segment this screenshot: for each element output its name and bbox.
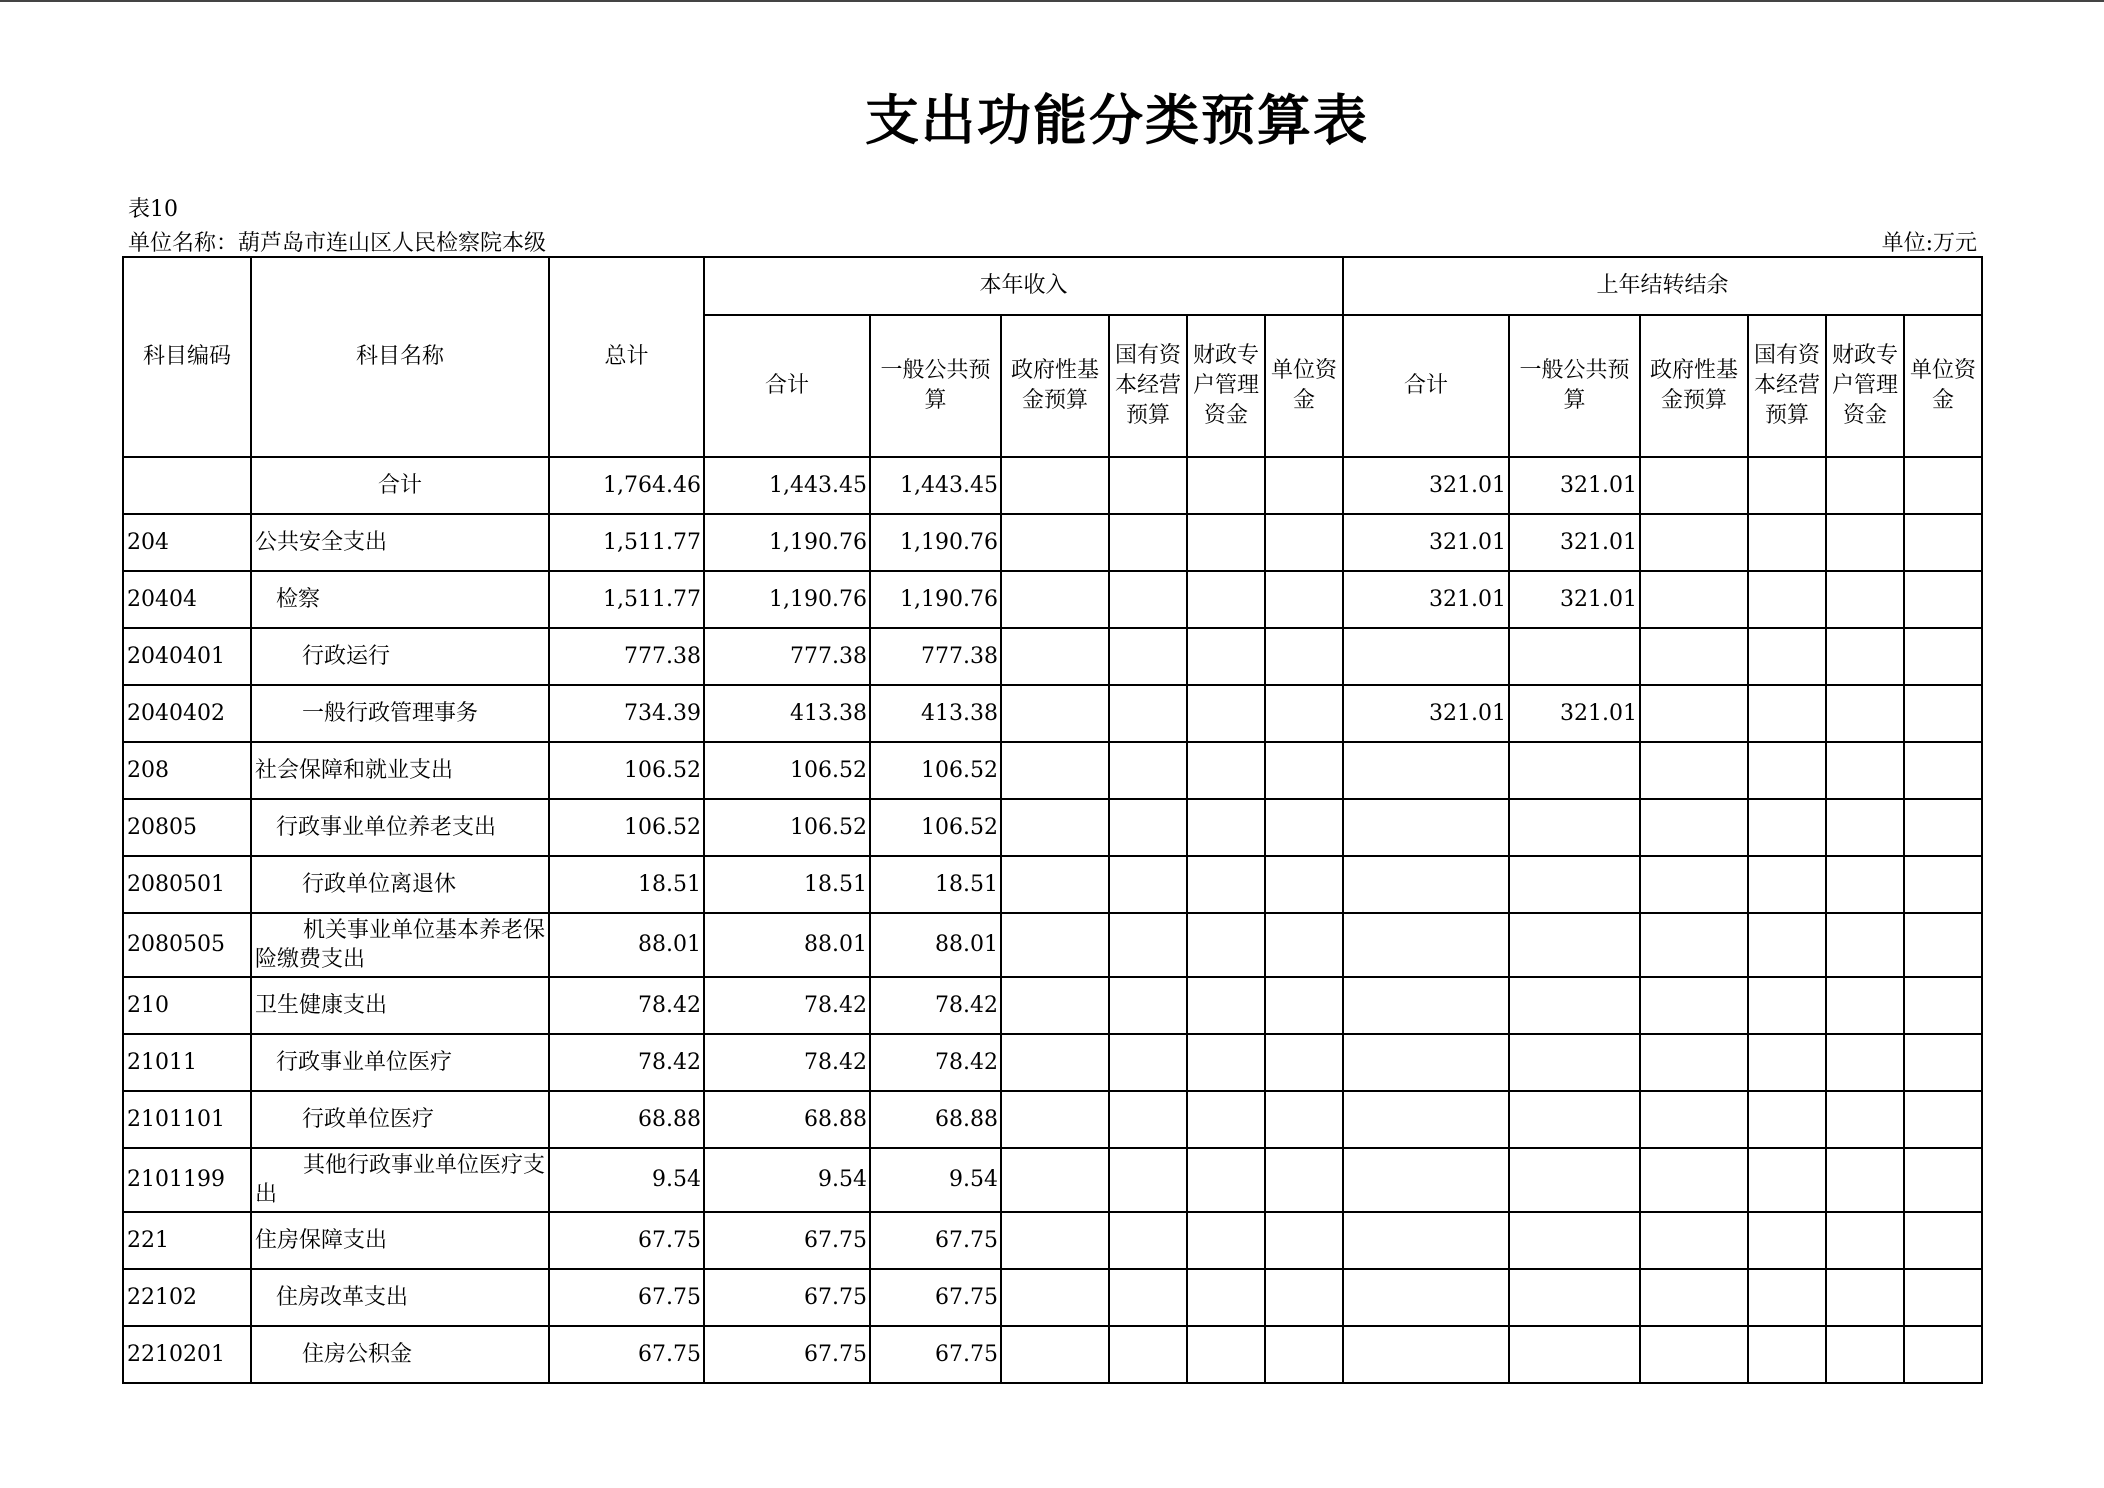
row-last-state-capital (1748, 1326, 1826, 1383)
table-row (123, 1148, 1982, 1212)
row-current-fund (1001, 913, 1109, 977)
row-last-general (1509, 913, 1640, 977)
row-last-unit-funds (1904, 628, 1982, 685)
row-name: 社会保障和就业支出 (251, 742, 549, 799)
row-code: 2040402 (123, 685, 251, 742)
row-last-sum (1343, 1034, 1509, 1091)
row-current-general: 67.75 (870, 1212, 1001, 1269)
row-last-fund (1640, 1148, 1748, 1212)
row-current-sum: 67.75 (704, 1326, 870, 1383)
row-current-sum: 78.42 (704, 977, 870, 1034)
row-current-state-capital (1109, 977, 1187, 1034)
row-last-fund (1640, 571, 1748, 628)
row-current-general: 1,190.76 (870, 571, 1001, 628)
row-current-special-account (1187, 799, 1265, 856)
row-current-state-capital (1109, 685, 1187, 742)
row-last-unit-funds (1904, 913, 1982, 977)
row-name: 公共安全支出 (251, 514, 549, 571)
row-current-sum: 777.38 (704, 628, 870, 685)
header-last-fund: 政府性基金预算 (1640, 315, 1748, 457)
unit-name: 单位名称：葫芦岛市连山区人民检察院本级 (128, 231, 547, 256)
row-current-fund (1001, 685, 1109, 742)
row-current-unit-funds (1265, 856, 1343, 913)
row-current-fund (1001, 977, 1109, 1034)
row-last-state-capital (1748, 742, 1826, 799)
table-row (123, 1269, 1982, 1326)
row-last-special-account (1826, 799, 1904, 856)
row-last-special-account (1826, 913, 1904, 977)
row-code: 2101199 (123, 1148, 251, 1212)
row-last-general (1509, 977, 1640, 1034)
row-code: 204 (123, 514, 251, 571)
row-total: 67.75 (549, 1269, 704, 1326)
row-name: 行政运行 (251, 628, 549, 685)
row-last-unit-funds (1904, 856, 1982, 913)
table-row (123, 799, 1982, 856)
row-last-sum: 321.01 (1343, 685, 1509, 742)
row-current-special-account (1187, 628, 1265, 685)
row-last-fund (1640, 799, 1748, 856)
row-last-state-capital (1748, 977, 1826, 1034)
row-last-state-capital (1748, 685, 1826, 742)
header-last-state-capital: 国有资本经营预算 (1748, 315, 1826, 457)
row-last-sum (1343, 742, 1509, 799)
row-current-unit-funds (1265, 514, 1343, 571)
row-last-special-account (1826, 1034, 1904, 1091)
row-total: 106.52 (549, 742, 704, 799)
row-current-unit-funds (1265, 799, 1343, 856)
row-last-sum (1343, 977, 1509, 1034)
row-code: 21011 (123, 1034, 251, 1091)
row-last-special-account (1826, 685, 1904, 742)
row-name: 其他行政事业单位医疗支出 (251, 1148, 549, 1212)
row-last-fund (1640, 913, 1748, 977)
row-name: 机关事业单位基本养老保险缴费支出 (251, 913, 549, 977)
row-name: 行政事业单位养老支出 (251, 799, 549, 856)
row-code: 2101101 (123, 1091, 251, 1148)
row-current-state-capital (1109, 856, 1187, 913)
row-last-state-capital (1748, 1034, 1826, 1091)
row-current-state-capital (1109, 1212, 1187, 1269)
row-total: 1,764.46 (549, 457, 704, 514)
row-current-state-capital (1109, 913, 1187, 977)
row-last-sum (1343, 913, 1509, 977)
row-last-unit-funds (1904, 457, 1982, 514)
row-name: 行政单位医疗 (251, 1091, 549, 1148)
header-current-year: 本年收入 (704, 257, 1343, 315)
row-code: 2040401 (123, 628, 251, 685)
row-current-sum: 88.01 (704, 913, 870, 977)
row-name: 一般行政管理事务 (251, 685, 549, 742)
row-last-special-account (1826, 1148, 1904, 1212)
row-current-state-capital (1109, 1326, 1187, 1383)
row-last-sum (1343, 1269, 1509, 1326)
row-current-fund (1001, 856, 1109, 913)
row-last-fund (1640, 742, 1748, 799)
row-last-general (1509, 742, 1640, 799)
row-current-state-capital (1109, 1091, 1187, 1148)
row-current-unit-funds (1265, 685, 1343, 742)
row-last-general (1509, 1326, 1640, 1383)
row-total: 1,511.77 (549, 571, 704, 628)
row-last-general: 321.01 (1509, 457, 1640, 514)
row-current-general: 1,443.45 (870, 457, 1001, 514)
header-current-state-capital: 国有资本经营预算 (1109, 315, 1187, 457)
row-last-state-capital (1748, 913, 1826, 977)
row-current-special-account (1187, 514, 1265, 571)
row-current-special-account (1187, 913, 1265, 977)
row-current-fund (1001, 799, 1109, 856)
row-current-state-capital (1109, 742, 1187, 799)
row-current-sum: 1,190.76 (704, 571, 870, 628)
row-current-general: 68.88 (870, 1091, 1001, 1148)
header-last-special-account: 财政专户管理资金 (1826, 315, 1904, 457)
row-code: 210 (123, 977, 251, 1034)
row-last-general: 321.01 (1509, 571, 1640, 628)
row-last-unit-funds (1904, 977, 1982, 1034)
row-name: 住房保障支出 (251, 1212, 549, 1269)
row-last-state-capital (1748, 1212, 1826, 1269)
row-last-special-account (1826, 856, 1904, 913)
row-current-fund (1001, 457, 1109, 514)
row-code: 20404 (123, 571, 251, 628)
header-code: 科目编码 (123, 257, 251, 457)
row-current-special-account (1187, 856, 1265, 913)
row-last-general: 321.01 (1509, 514, 1640, 571)
row-last-general (1509, 1148, 1640, 1212)
row-current-general: 413.38 (870, 685, 1001, 742)
row-total: 18.51 (549, 856, 704, 913)
row-last-general (1509, 1091, 1640, 1148)
row-current-general: 18.51 (870, 856, 1001, 913)
row-last-special-account (1826, 457, 1904, 514)
row-last-fund (1640, 628, 1748, 685)
row-last-sum: 321.01 (1343, 457, 1509, 514)
table-row (123, 1034, 1982, 1091)
table-header (123, 257, 1982, 457)
row-current-sum: 413.38 (704, 685, 870, 742)
row-current-special-account (1187, 977, 1265, 1034)
header-current-general: 一般公共预算 (870, 315, 1001, 457)
row-current-fund (1001, 571, 1109, 628)
row-name: 行政单位离退休 (251, 856, 549, 913)
header-current-sum: 合计 (704, 315, 870, 457)
header-last-year: 上年结转结余 (1343, 257, 1982, 315)
row-current-fund (1001, 1212, 1109, 1269)
row-current-general: 106.52 (870, 799, 1001, 856)
table-row (123, 514, 1982, 571)
header-total: 总计 (549, 257, 704, 457)
row-current-fund (1001, 514, 1109, 571)
row-last-unit-funds (1904, 742, 1982, 799)
row-current-sum: 67.75 (704, 1269, 870, 1326)
header-name: 科目名称 (251, 257, 549, 457)
row-last-special-account (1826, 1326, 1904, 1383)
row-last-state-capital (1748, 628, 1826, 685)
row-current-sum: 106.52 (704, 799, 870, 856)
page-title: 支出功能分类预算表 (865, 88, 1369, 152)
row-current-unit-funds (1265, 1326, 1343, 1383)
row-last-special-account (1826, 514, 1904, 571)
row-current-special-account (1187, 571, 1265, 628)
table-row (123, 1091, 1982, 1148)
row-last-unit-funds (1904, 1269, 1982, 1326)
row-last-special-account (1826, 571, 1904, 628)
row-current-unit-funds (1265, 1034, 1343, 1091)
row-last-general (1509, 1034, 1640, 1091)
row-current-unit-funds (1265, 571, 1343, 628)
row-current-state-capital (1109, 571, 1187, 628)
row-current-sum: 106.52 (704, 742, 870, 799)
row-current-sum: 78.42 (704, 1034, 870, 1091)
row-current-unit-funds (1265, 457, 1343, 514)
row-total: 67.75 (549, 1212, 704, 1269)
row-current-special-account (1187, 742, 1265, 799)
row-current-general: 78.42 (870, 977, 1001, 1034)
row-code: 221 (123, 1212, 251, 1269)
row-current-special-account (1187, 1326, 1265, 1383)
row-total: 106.52 (549, 799, 704, 856)
table-row (123, 977, 1982, 1034)
row-current-special-account (1187, 1269, 1265, 1326)
row-code: 2080501 (123, 856, 251, 913)
row-code: 20805 (123, 799, 251, 856)
row-total: 68.88 (549, 1091, 704, 1148)
header-current-special-account: 财政专户管理资金 (1187, 315, 1265, 457)
row-last-sum (1343, 628, 1509, 685)
table-body (123, 457, 1982, 1383)
row-current-general: 78.42 (870, 1034, 1001, 1091)
row-last-state-capital (1748, 856, 1826, 913)
row-last-fund (1640, 685, 1748, 742)
row-total: 734.39 (549, 685, 704, 742)
row-current-fund (1001, 1034, 1109, 1091)
row-current-state-capital (1109, 628, 1187, 685)
row-last-unit-funds (1904, 1148, 1982, 1212)
row-current-state-capital (1109, 799, 1187, 856)
row-last-sum (1343, 856, 1509, 913)
table-row (123, 856, 1982, 913)
row-current-general: 67.75 (870, 1269, 1001, 1326)
row-current-unit-funds (1265, 1091, 1343, 1148)
row-last-unit-funds (1904, 799, 1982, 856)
row-current-sum: 1,190.76 (704, 514, 870, 571)
row-last-sum: 321.01 (1343, 514, 1509, 571)
row-last-fund (1640, 1034, 1748, 1091)
row-last-state-capital (1748, 799, 1826, 856)
header-last-general: 一般公共预算 (1509, 315, 1640, 457)
row-last-special-account (1826, 628, 1904, 685)
row-name: 卫生健康支出 (251, 977, 549, 1034)
row-last-unit-funds (1904, 1034, 1982, 1091)
row-current-fund (1001, 742, 1109, 799)
row-current-unit-funds (1265, 977, 1343, 1034)
row-total: 9.54 (549, 1148, 704, 1212)
top-border-line (0, 0, 2104, 2)
row-last-fund (1640, 514, 1748, 571)
row-last-fund (1640, 856, 1748, 913)
row-last-special-account (1826, 1212, 1904, 1269)
row-current-general: 9.54 (870, 1148, 1001, 1212)
row-last-special-account (1826, 977, 1904, 1034)
row-last-state-capital (1748, 571, 1826, 628)
table-number: 表10 (128, 197, 178, 222)
row-total: 1,511.77 (549, 514, 704, 571)
row-last-sum (1343, 1326, 1509, 1383)
row-name: 住房公积金 (251, 1326, 549, 1383)
row-last-state-capital (1748, 457, 1826, 514)
row-last-general (1509, 799, 1640, 856)
row-code: 2210201 (123, 1326, 251, 1383)
row-name: 检察 (251, 571, 549, 628)
row-name: 行政事业单位医疗 (251, 1034, 549, 1091)
row-code: 208 (123, 742, 251, 799)
row-current-fund (1001, 1148, 1109, 1212)
row-last-fund (1640, 1269, 1748, 1326)
row-last-state-capital (1748, 1148, 1826, 1212)
row-last-unit-funds (1904, 514, 1982, 571)
table-row (123, 457, 1982, 514)
row-current-state-capital (1109, 1269, 1187, 1326)
row-name: 住房改革支出 (251, 1269, 549, 1326)
row-current-sum: 67.75 (704, 1212, 870, 1269)
table-row (123, 628, 1982, 685)
row-current-sum: 18.51 (704, 856, 870, 913)
row-last-special-account (1826, 1091, 1904, 1148)
row-current-state-capital (1109, 514, 1187, 571)
row-current-sum: 9.54 (704, 1148, 870, 1212)
table-row (123, 1326, 1982, 1383)
row-last-state-capital (1748, 1091, 1826, 1148)
row-last-fund (1640, 1326, 1748, 1383)
row-current-fund (1001, 1091, 1109, 1148)
row-last-fund (1640, 977, 1748, 1034)
row-code (123, 457, 251, 514)
row-last-general (1509, 1212, 1640, 1269)
row-last-sum: 321.01 (1343, 571, 1509, 628)
row-total: 88.01 (549, 913, 704, 977)
unit-label: 单位:万元 (1881, 231, 1977, 256)
row-last-special-account (1826, 1269, 1904, 1326)
row-total: 78.42 (549, 977, 704, 1034)
row-current-unit-funds (1265, 1148, 1343, 1212)
row-last-unit-funds (1904, 1091, 1982, 1148)
table-row (123, 913, 1982, 977)
row-current-sum: 1,443.45 (704, 457, 870, 514)
table-row (123, 571, 1982, 628)
row-current-fund (1001, 1269, 1109, 1326)
row-code: 2080505 (123, 913, 251, 977)
row-total: 777.38 (549, 628, 704, 685)
row-current-special-account (1187, 1212, 1265, 1269)
row-name: 合计 (251, 457, 549, 514)
row-last-unit-funds (1904, 571, 1982, 628)
row-current-state-capital (1109, 457, 1187, 514)
row-current-special-account (1187, 1091, 1265, 1148)
row-current-general: 1,190.76 (870, 514, 1001, 571)
row-last-sum (1343, 1148, 1509, 1212)
header-last-unit-funds: 单位资金 (1904, 315, 1982, 457)
row-last-general (1509, 856, 1640, 913)
row-current-general: 67.75 (870, 1326, 1001, 1383)
row-last-fund (1640, 1212, 1748, 1269)
budget-table (122, 256, 1983, 1384)
row-last-state-capital (1748, 514, 1826, 571)
row-last-sum (1343, 1091, 1509, 1148)
header-last-sum: 合计 (1343, 315, 1509, 457)
row-last-unit-funds (1904, 685, 1982, 742)
row-current-state-capital (1109, 1148, 1187, 1212)
row-current-general: 106.52 (870, 742, 1001, 799)
row-current-unit-funds (1265, 1212, 1343, 1269)
row-current-unit-funds (1265, 1269, 1343, 1326)
table-row (123, 742, 1982, 799)
row-last-unit-funds (1904, 1212, 1982, 1269)
table-row (123, 685, 1982, 742)
row-current-unit-funds (1265, 628, 1343, 685)
row-current-special-account (1187, 457, 1265, 514)
row-total: 78.42 (549, 1034, 704, 1091)
row-last-sum (1343, 799, 1509, 856)
row-current-fund (1001, 1326, 1109, 1383)
row-current-unit-funds (1265, 742, 1343, 799)
row-current-special-account (1187, 685, 1265, 742)
row-last-general (1509, 1269, 1640, 1326)
row-current-special-account (1187, 1148, 1265, 1212)
row-last-general: 321.01 (1509, 685, 1640, 742)
row-current-special-account (1187, 1034, 1265, 1091)
row-last-unit-funds (1904, 1326, 1982, 1383)
row-last-fund (1640, 1091, 1748, 1148)
row-total: 67.75 (549, 1326, 704, 1383)
row-current-unit-funds (1265, 913, 1343, 977)
row-current-sum: 68.88 (704, 1091, 870, 1148)
row-current-state-capital (1109, 1034, 1187, 1091)
header-current-unit-funds: 单位资金 (1265, 315, 1343, 457)
table-row (123, 1212, 1982, 1269)
row-last-state-capital (1748, 1269, 1826, 1326)
row-last-general (1509, 628, 1640, 685)
row-last-fund (1640, 457, 1748, 514)
row-current-general: 777.38 (870, 628, 1001, 685)
header-current-fund: 政府性基金预算 (1001, 315, 1109, 457)
row-current-general: 88.01 (870, 913, 1001, 977)
row-last-sum (1343, 1212, 1509, 1269)
row-last-special-account (1826, 742, 1904, 799)
row-code: 22102 (123, 1269, 251, 1326)
row-current-fund (1001, 628, 1109, 685)
